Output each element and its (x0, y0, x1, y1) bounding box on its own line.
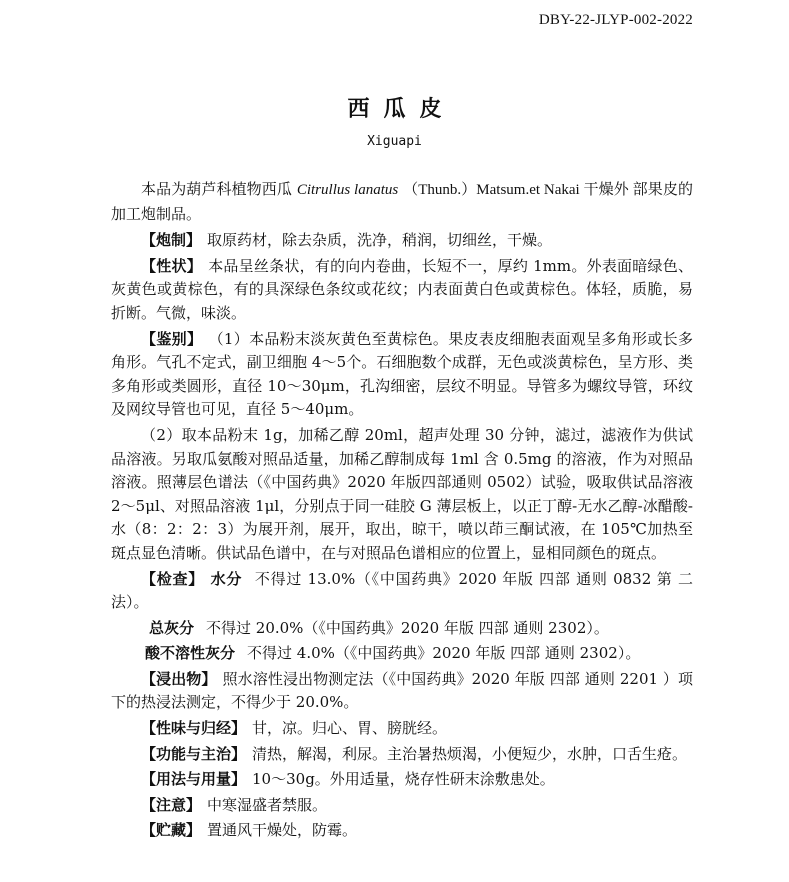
section-paozhi (111, 229, 693, 253)
section-text: 不得过 4.0%（《中国药典》2020 年版 四部 通则 2302）。 (247, 644, 641, 663)
subsection-label: 总灰分 (149, 618, 195, 637)
section-text: 不得过 13.0%（《中国药典》2020 年版 四部 通则 0832 第 二法）。 (111, 569, 693, 612)
pinyin-subtitle: Xiguapi (367, 134, 422, 149)
section-heading: 【性状】 (141, 256, 202, 275)
section-heading: 【注意】 (141, 795, 202, 814)
section-jiancha-ash (111, 617, 693, 641)
section-text: 本品呈丝条状，有的向内卷曲，长短不一，厚约 1mm。外表面暗绿色、灰黄色或黄棕色，有的具深绿色条纹或花纹；内表面黄白色或黄棕色。体轻，质脆，易折断。气微，味淡。 (111, 256, 693, 322)
section-text: （2）取本品粉末 1g，加稀乙醇 20ml，超声处理 30 分钟，滤过，滤液作为供试品溶液。另取瓜氨酸对照品适量，加稀乙醇制成每 1ml 含 0.5mg 的溶液，作为对照品溶液。照薄层色谱法（《中国药典》2020 年版四部通则 0502）试验，吸取供试品溶液 2～5μl、对照品溶液 1μl，分别点于同一硅胶 G 薄层板上，以正丁醇-无水乙醇-冰醋酸-水（8：2：2：3）为展开剂，展开，取出，晾干，喷以茚三酮试液，在 105℃加热至斑点显色清晰。供试品色谱中，在与对照品色谱相应的位置上，显相同颜色的斑点。 (111, 425, 693, 562)
section-zhuyi (111, 794, 693, 818)
section-heading: 【炮制】 (141, 231, 202, 250)
intro-text-after: （Thunb.）Matsum.et Nakai 干燥外 部果皮的加工炮制品。 (111, 182, 693, 223)
intro-text-before: 本品为葫芦科植物西瓜 (141, 180, 292, 198)
section-yongfa (111, 768, 693, 792)
section-jinchuwu (111, 668, 693, 715)
section-text: 取原药材，除去杂质，洗净，稍润，切细丝，干燥。 (207, 231, 553, 250)
section-jianbie (111, 328, 693, 422)
section-text: 甘，凉。归心、胃、膀胱经。 (252, 719, 448, 738)
section-heading: 【贮藏】 (141, 821, 202, 840)
document-code: DBY-22-JLYP-002-2022 (538, 12, 693, 28)
section-text: 中寒湿盛者禁服。 (207, 795, 328, 814)
section-gongneng (111, 743, 693, 767)
section-jianbie-part2 (111, 424, 693, 566)
subsection-label: 酸不溶性灰分 (145, 644, 236, 663)
section-text: 清热，解渴，利尿。主治暑热烦渴，小便短少，水肿，口舌生疮。 (252, 744, 688, 763)
latin-name: Citrullus lanatus (296, 182, 399, 198)
section-heading: 【功能与主治】 (141, 744, 247, 763)
section-jiancha-water (111, 568, 693, 615)
section-heading: 【用法与用量】 (141, 770, 247, 789)
section-text: （1）本品粉末淡灰黄色至黄棕色。果皮表皮细胞表面观呈多角形或长多角形。气孔不定式，副卫细胞 4～5个。石细胞数个成群，无色或淡黄棕色，呈方形、类多角形或类圆形，直径 10～30μm，孔沟细密，层纹不明显。导管多为螺纹导管，环纹及网纹导管也可见，直径 5～40μm。 (111, 329, 693, 419)
monograph-body (111, 178, 693, 843)
section-xingzhuang (111, 255, 693, 326)
section-heading: 【性味与归经】 (141, 719, 247, 738)
subsection-label: 水分 (209, 569, 243, 588)
section-zhucang (111, 819, 693, 843)
section-text: 10～30g。外用适量，烧存性研末涂敷患处。 (252, 770, 555, 789)
page-title: 西瓜皮 (347, 97, 456, 122)
intro-paragraph (111, 178, 693, 227)
section-xingwei (111, 717, 693, 741)
section-jiancha-acid-ash (111, 642, 693, 666)
section-text: 置通风干燥处，防霉。 (207, 821, 358, 840)
section-text: 照水溶性浸出物测定法（《中国药典》2020 年版 四部 通则 2201 ）项下的热浸法测定，不得少于 20.0%。 (111, 669, 693, 712)
section-heading: 【浸出物】 (141, 669, 217, 688)
section-text: 不得过 20.0%（《中国药典》2020 年版 四部 通则 2302）。 (206, 618, 609, 637)
section-heading: 【鉴别】 (141, 329, 203, 348)
section-heading: 【检查】 (141, 569, 204, 588)
